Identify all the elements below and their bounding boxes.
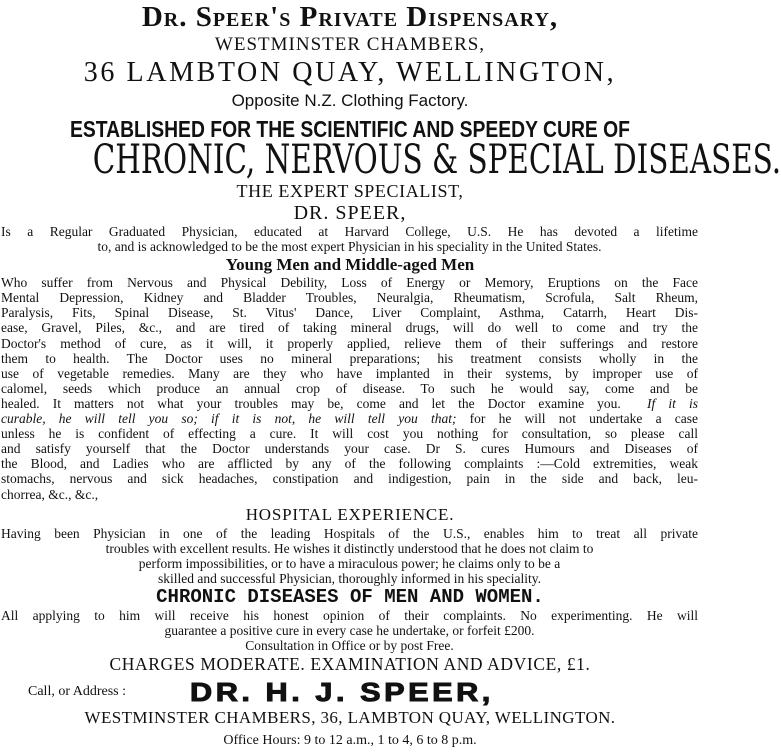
charges-line: CHARGES MODERATE. EXAMINATION AND ADVICE, £1. [109, 654, 591, 675]
chronic-diseases-heading: CHRONIC DISEASES OF MEN AND WOMEN. [156, 585, 544, 608]
body-line: Who suffer from Nervous and Physical Debility, Loss of Energy or Memory, Eruptions on the Face [1, 275, 698, 291]
body-line [1, 411, 698, 426]
doctor-name-heading: DR. SPEER, [293, 202, 407, 224]
body-text: healed. It matters not what your troubles may be, come and let the Doctor examine you. [1, 395, 621, 411]
body-line: Doctor's method of cure, as it will, it properly applied, relieve them of their sufferings and restore [1, 335, 698, 351]
intro-paragraph [0, 224, 700, 254]
expert-specialist-line: THE EXPERT SPECIALIST, [236, 181, 464, 201]
body-line: guarantee a positive cure in every case he undertake, or forfeit £200. [164, 623, 535, 639]
intro-line: to, and is acknowledged to be the most expert Physician in his speciality in the United States. [97, 239, 602, 255]
call-address-row [0, 677, 700, 707]
established-line: ESTABLISHED FOR THE SCIENTIFIC AND SPEEDY CURE OF [70, 116, 630, 142]
applying-paragraph [0, 608, 700, 653]
body-text: for he will not undertake a case [469, 411, 699, 427]
body-line: calomel, seeds which produce an annual crop of disease. To such he would say, come and be [1, 380, 698, 396]
body-line: unless he is confident of effecting a cure. It will cost you nothing for consultation, so please call [1, 426, 698, 442]
italic-text: If it is [647, 395, 698, 411]
body-line: the Blood, and Ladies who are afflicted by any of the following complaints :—Cold extremities, weak [1, 456, 698, 472]
body-line: Consultation in Office or by post Free. [245, 638, 454, 654]
footer-address: WESTMINSTER CHAMBERS, 36, LAMBTON QUAY, WELLINGTON. [84, 708, 616, 728]
body-line: skilled and successful Physician, thoroughly informed in his speciality. [157, 570, 542, 586]
address-line-2: 36 LAMBTON QUAY, WELLINGTON, [83, 57, 617, 88]
body-line: ease, Gravel, Piles, &c., and are tired of taking mineral drugs, will do well to come and try the [1, 320, 698, 336]
body-line [1, 396, 698, 411]
young-men-paragraph [0, 275, 700, 501]
call-label: Call, or Address : [28, 684, 126, 700]
body-line: stomachs, nervous and sick headaches, constipation and indigestion, pain in the side and back, leu- [1, 471, 698, 487]
body-line: and satisfy yourself that the Doctor understands your case. Dr S. cures Humours and Diseases of [1, 441, 698, 457]
body-line: use of vegetable remedies. Many are they who have implanted in their systems, by improper use of [1, 365, 698, 381]
body-line: Having been Physician in one of the leading Hospitals of the U.S., enables him to treat all private [1, 525, 698, 541]
body-line: chorrea, &c., &c., [1, 486, 99, 502]
address-line-1: WESTMINSTER CHAMBERS, [214, 34, 486, 55]
hospital-paragraph [0, 526, 700, 586]
body-line: All applying to him will receive his honest opinion of their complaints. No experimenting. He will [1, 607, 698, 623]
intro-line: Is a Regular Graduated Physician, educated at Harvard College, U.S. He has devoted a lifetime [1, 224, 698, 239]
advert-title: Dr. Speer's Private Dispensary, [141, 1, 559, 33]
body-line: Paralysis, Fits, Spinal Disease, St. Vitus' Dance, Liver Complaint, Asthma, Catarrh, Heart Dis- [1, 305, 698, 321]
body-line: Mental Depression, Kidney and Bladder Troubles, Neuralgia, Rheumatism, Scrofula, Salt Rheum, [1, 290, 698, 306]
office-hours: Office Hours: 9 to 12 a.m., 1 to 4, 6 to 8 p.m. [223, 733, 477, 749]
body-line: them to health. The Doctor uses no mineral preparations; his treatment consists wholly in the [1, 350, 698, 366]
hospital-heading: HOSPITAL EXPERIENCE. [245, 504, 455, 524]
italic-text: curable, he will tell you so; if it is not, he will tell you that; [1, 411, 457, 427]
diseases-heading: CHRONIC, NERVOUS & SPECIAL DISEASES. [92, 137, 781, 183]
doctor-name-display: DR. H. J. SPEER, [190, 677, 494, 708]
body-line: perform impossibilities, or to have a miraculous power; he claims only to be a [138, 555, 561, 571]
body-line: troubles with excellent results. He wishes it distinctly understood that he does not claim to [105, 540, 594, 556]
young-men-heading: Young Men and Middle-aged Men [225, 255, 475, 275]
location-note: Opposite N.Z. Clothing Factory. [231, 91, 469, 110]
